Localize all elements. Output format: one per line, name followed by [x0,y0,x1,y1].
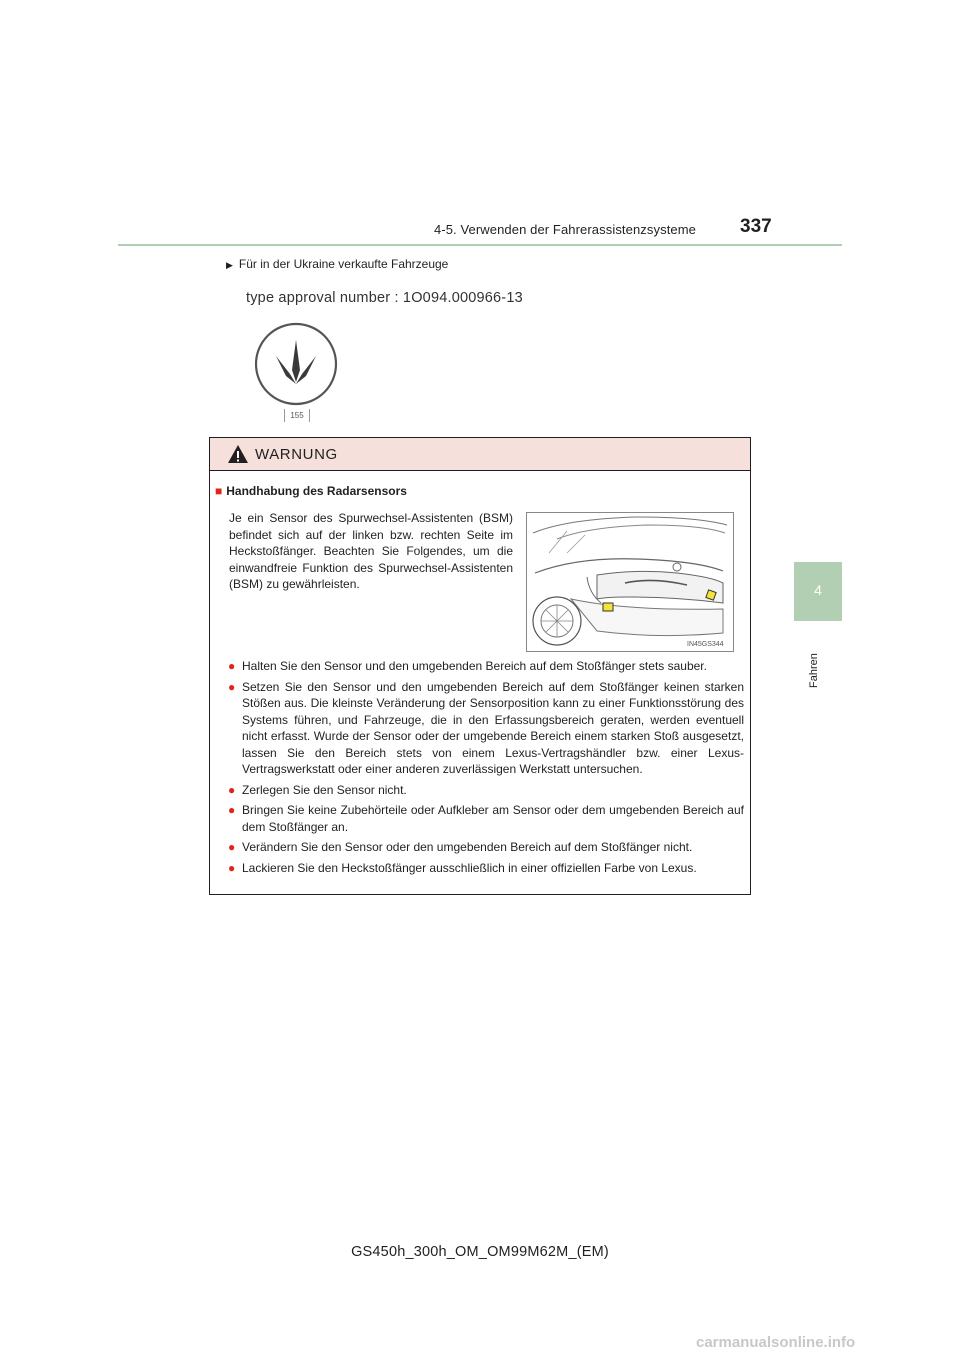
warning-triangle-icon [227,444,249,464]
header-divider [118,244,842,246]
warning-title: WARNUNG [255,445,338,463]
list-item: ● Zerlegen Sie den Sensor nicht. [228,782,407,797]
square-bullet-icon: ■ [215,484,223,498]
bullet-dot-icon: ● [228,803,236,817]
bullet-dot-icon: ● [228,782,236,797]
intro-bullet [226,257,448,271]
warning-box [209,437,751,895]
warning-list [228,658,744,880]
bullet-dot-icon: ● [228,679,236,694]
section-title: 4-5. Verwenden der Fahrerassistenzsysteme [433,222,696,237]
list-item: ● Setzen Sie den Sensor und den umgebenden Bereich auf dem Stoßfänger keinen starken Stößen aus. Die kleinste Veränderung der Sensorposition kann zu einer Funktionsstörung des Systems führen, und Fahrzeuge, die in den Erfassungsbereich geraten, werden eventuell nicht erfasst. Wurde der Sensor oder der umgebende Bereich einem starken Stoß ausgesetzt, lassen Sie den Bereich stets von einem Lexus-Vertragshändler bzw. einer Lexus-Vertragswerkstatt oder einer anderen zuverlässigen Werkstatt untersuchen. [228,679,744,776]
ukraine-approval-mark-icon [252,320,340,408]
bullet-dot-icon: ● [228,860,236,875]
chapter-label-text: Fahren [808,653,820,688]
chapter-label [806,650,830,690]
watermark: carmanualsonline.info [696,1334,856,1351]
warning-heading [215,484,407,498]
car-rear-sensor-illustration [526,512,734,652]
chapter-tab[interactable] [794,562,842,621]
warning-heading-text: Handhabung des Radarsensors [226,484,407,498]
bullet-dot-icon: ● [228,840,236,854]
triangle-bullet-icon: ▶ [226,260,233,270]
bullet-dot-icon: ● [228,659,236,673]
intro-bullet-text: Für in der Ukraine verkaufte Fahrzeuge [238,257,449,271]
page-number: 337 [740,216,772,237]
type-approval-number: type approval number : 1O094.000966-13 [246,290,523,306]
list-item: ● Bringen Sie keine Zubehörteile oder Aufkleber am Sensor oder dem umgebenden Bereich auf dem Stoßfänger an. [228,803,744,834]
list-item: ● Lackieren Sie den Heckstoßfänger ausschließlich in einer offiziellen Farbe von Lexus. [228,860,697,875]
list-item: ● Verändern Sie den Sensor oder den umgebenden Bereich auf dem Stoßfänger nicht. [228,840,693,854]
approval-mark-code: 155 [284,409,310,422]
document-code: GS450h_300h_OM_OM99M62M_(EM) [351,1244,609,1260]
list-item: ● Halten Sie den Sensor und den umgebenden Bereich auf dem Stoßfänger stets sauber. [228,659,707,673]
chapter-number: 4 [814,582,822,598]
warning-intro: Je ein Sensor des Spurwechsel-Assistenten (BSM) befindet sich auf der linken bzw. rechten Seite im Heckstoßfänger. Beachten Sie Folgendes, um die einwandfreie Funktion des Spurwechsel-Assistenten (BSM) zu gewährleisten. [229,511,513,591]
warning-header [210,438,750,471]
figure-code: IN45GS344 [687,641,724,648]
